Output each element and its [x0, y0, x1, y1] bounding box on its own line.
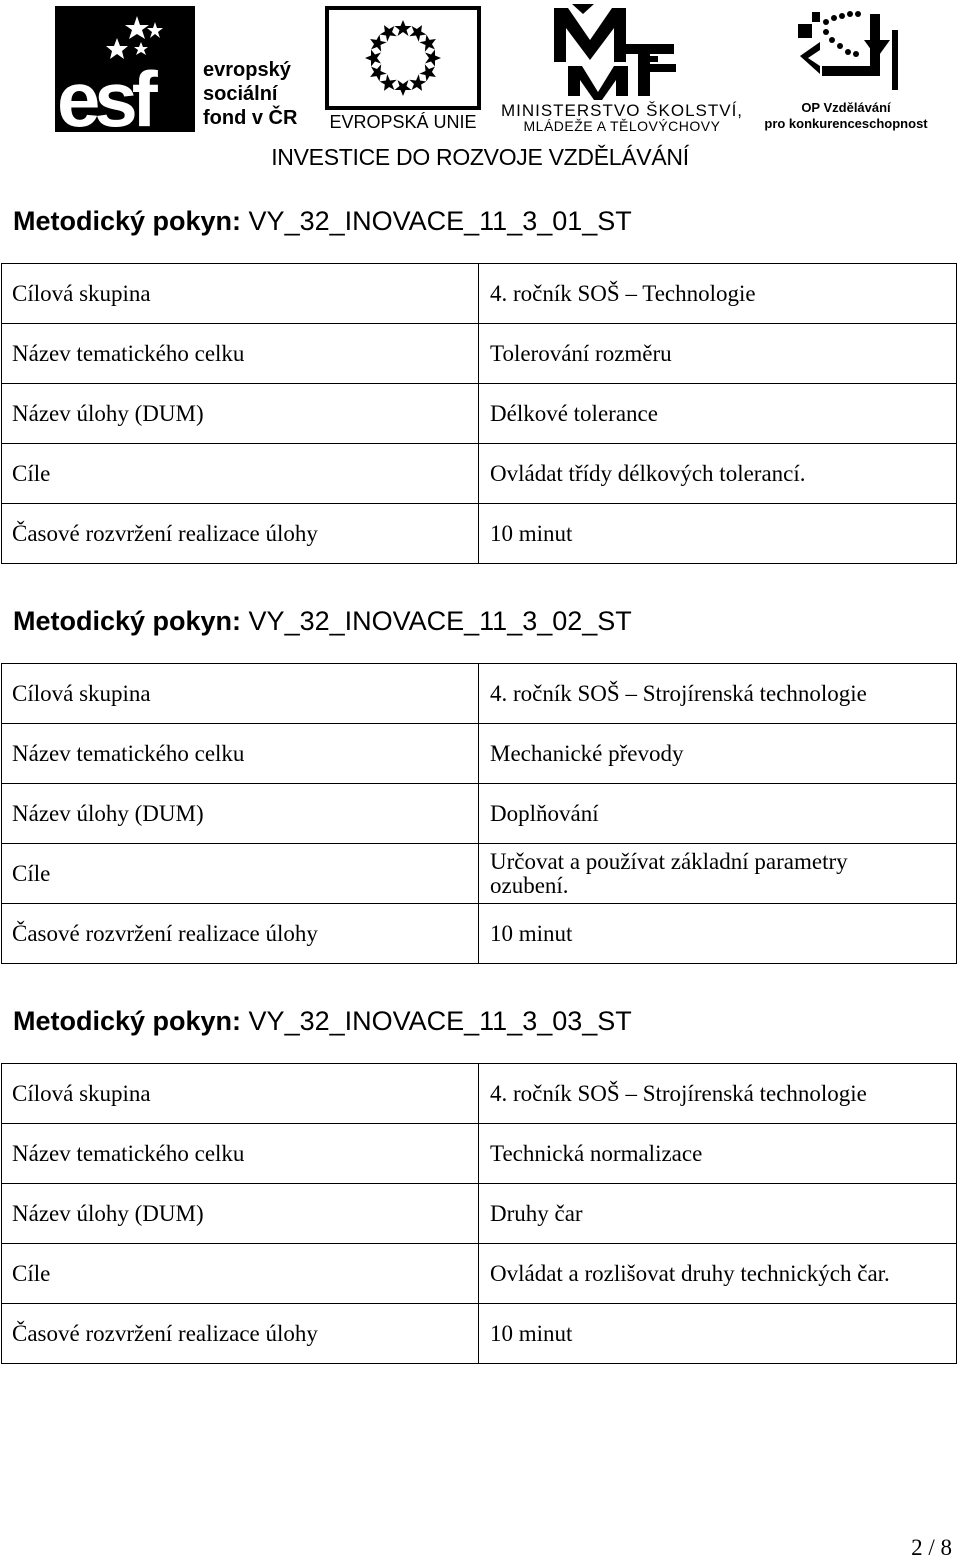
row-value: 10 minut: [479, 504, 957, 564]
table-row: [2, 904, 957, 964]
row-label: Cíle: [2, 444, 479, 504]
msmt-logo: [492, 4, 752, 132]
section-title: [13, 604, 632, 638]
esf-logo: [55, 6, 315, 132]
table-row: [2, 664, 957, 724]
svg-text:pro konkurenceschopnost: pro konkurenceschopnost: [764, 116, 928, 131]
svg-text:esf: esf: [57, 55, 152, 132]
table-row: [2, 264, 957, 324]
svg-text:MLÁDEŽE A TĚLOVÝCHOVY: MLÁDEŽE A TĚLOVÝCHOVY: [523, 118, 721, 132]
row-label: Cíle: [2, 844, 479, 904]
page-number: 2 / 8: [911, 1535, 952, 1560]
section-title: [13, 204, 632, 238]
info-table: [1, 663, 957, 964]
op-vzdelavani-logo: [760, 4, 932, 132]
table-row: [2, 724, 957, 784]
svg-text:OP Vzdělávání: OP Vzdělávání: [801, 100, 891, 115]
row-value: Doplňování: [479, 784, 957, 844]
table-row: [2, 504, 957, 564]
row-value: 4. ročník SOŠ – Strojírenská technologie: [479, 1064, 957, 1124]
row-label: Název tematického celku: [2, 324, 479, 384]
svg-text:MINISTERSTVO ŠKOLSTVÍ,: MINISTERSTVO ŠKOLSTVÍ,: [500, 101, 744, 120]
banner-title: INVESTICE DO ROZVOJE VZDĚLÁVÁNÍ: [271, 144, 689, 170]
info-table: [1, 1063, 957, 1364]
row-value: Druhy čar: [479, 1184, 957, 1244]
eu-flag-logo: [325, 6, 481, 132]
info-table: [1, 263, 957, 564]
row-value: Ovládat a rozlišovat druhy technických čar.: [479, 1244, 957, 1304]
logo-header: [0, 0, 960, 185]
svg-text:EVROPSKÁ UNIE: EVROPSKÁ UNIE: [329, 112, 477, 132]
row-label: Časové rozvržení realizace úlohy: [2, 1304, 479, 1364]
row-value: Délkové tolerance: [479, 384, 957, 444]
table-row: [2, 1064, 957, 1124]
row-label: Název úlohy (DUM): [2, 784, 479, 844]
table-row: [2, 1244, 957, 1304]
row-value: 10 minut: [479, 904, 957, 964]
title-code: VY_32_INOVACE_11_3_02_ST: [241, 606, 632, 636]
row-label: Název tematického celku: [2, 724, 479, 784]
row-value: Technická normalizace: [479, 1124, 957, 1184]
row-label: Cíle: [2, 1244, 479, 1304]
row-value: 4. ročník SOŠ – Technologie: [479, 264, 957, 324]
row-value: Ovládat třídy délkových tolerancí.: [479, 444, 957, 504]
row-label: Název úlohy (DUM): [2, 1184, 479, 1244]
svg-text:evropský: evropský: [203, 59, 291, 81]
table-row: [2, 1184, 957, 1244]
table-row: [2, 1304, 957, 1364]
row-label: Název tematického celku: [2, 1124, 479, 1184]
title-code: VY_32_INOVACE_11_3_03_ST: [241, 1006, 632, 1036]
row-label: Cílová skupina: [2, 1064, 479, 1124]
table-row: [2, 384, 957, 444]
title-label: Metodický pokyn:: [13, 606, 242, 636]
row-label: Cílová skupina: [2, 264, 479, 324]
title-label: Metodický pokyn:: [13, 206, 242, 236]
row-value: 10 minut: [479, 1304, 957, 1364]
table-row: [2, 844, 957, 904]
svg-text:sociální: sociální: [203, 83, 278, 105]
row-label: Název úlohy (DUM): [2, 384, 479, 444]
row-value: Tolerování rozměru: [479, 324, 957, 384]
table-row: [2, 324, 957, 384]
table-row: [2, 1124, 957, 1184]
title-label: Metodický pokyn:: [13, 1006, 242, 1036]
row-value: 4. ročník SOŠ – Strojírenská technologie: [479, 664, 957, 724]
table-row: [2, 784, 957, 844]
title-code: VY_32_INOVACE_11_3_01_ST: [241, 206, 632, 236]
svg-text:fond v ČR: fond v ČR: [203, 107, 298, 129]
row-value: Mechanické převody: [479, 724, 957, 784]
table-row: [2, 444, 957, 504]
row-label: Časové rozvržení realizace úlohy: [2, 504, 479, 564]
row-label: Časové rozvržení realizace úlohy: [2, 904, 479, 964]
row-label: Cílová skupina: [2, 664, 479, 724]
row-value: Určovat a používat základní parametry ozubení.: [479, 844, 957, 904]
section-title: [13, 1004, 632, 1038]
